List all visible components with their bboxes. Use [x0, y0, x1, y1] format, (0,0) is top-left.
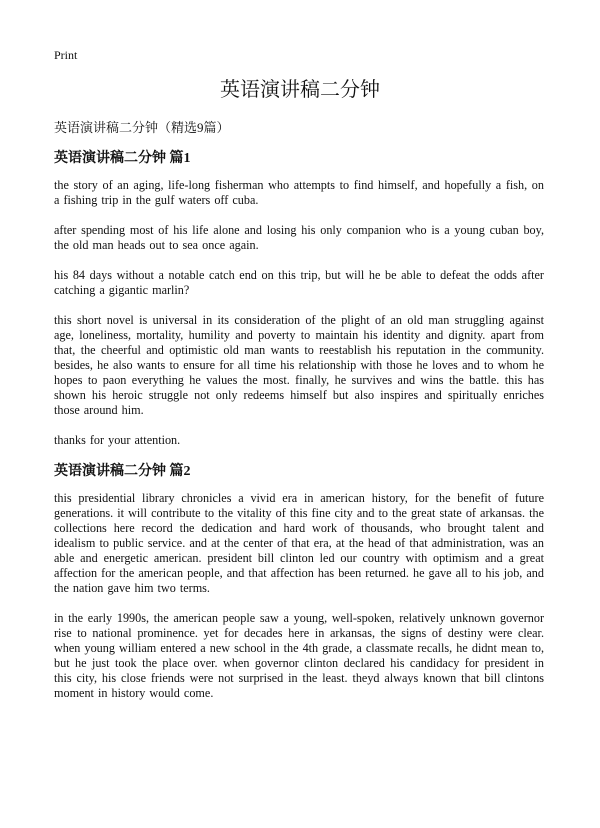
section-heading: 英语演讲稿二分钟 篇2 [54, 464, 191, 479]
section-heading: 英语演讲稿二分钟 篇1 [54, 151, 191, 166]
paragraph: this short novel is universal in its consideration of the plight of an old man struggling against age, loneliness, mortality, humility and poverty to maintain his identity and dignity. apart from that, the cheerful and optimistic old man wants to reestablish his reputation in the community. besides, he also wants to ensure for all time his relationship with those he loves and to whom he hopes to paon everything he values the most. finally, he survives and wins the battle. this has shown his heroic struggle not only redeems himself but also inspires and spiritually enriches those around him. [54, 313, 544, 417]
page-title: 英语演讲稿二分钟 [220, 79, 380, 101]
page-subtitle: 英语演讲稿二分钟（精选9篇） [54, 120, 230, 135]
paragraph: after spending most of his life alone and losing his only companion who is a young cuban boy, the old man heads out to sea once again. [54, 223, 544, 252]
section-2 [54, 463, 544, 701]
paragraph: this presidential library chronicles a vivid era in american history, for the benefit of future generations. it will contribute to the vitality of this fine city and to the great state of arkansas. the collections here record the dedication and hard work of thousands, who brought talent and idealism to public service. and at the center of that era, at the head of that administration, was an able and energetic american. president bill clinton led our country with optimism and a great affection for the american people, and that affection has been returned. he gave all to his job, and the nation gave him two terms. [54, 491, 544, 595]
document-content [54, 150, 544, 716]
section-1 [54, 150, 544, 448]
paragraph: thanks for your attention. [54, 433, 181, 447]
paragraph: his 84 days without a notable catch end on this trip, but will he be able to defeat the odds after catching a gigantic marlin? [54, 268, 544, 297]
paragraph: the story of an aging, life-long fisherman who attempts to find himself, and hopefully a fish, on a fishing trip in the gulf waters off cuba. [54, 178, 544, 207]
paragraph: in the early 1990s, the american people saw a young, well-spoken, relatively unknown governor rise to national prominence. yet for decades here in arkansas, the signs of destiny were clear. when young william entered a new school in the 4th grade, a classmate recalls, he didnt mean to, but he just took the place over. when governor clinton declared his candidacy for president in this city, his close friends were not surprised in the least. theyd always known that bill clintons moment in history would come. [54, 611, 544, 700]
print-label: Print [54, 48, 78, 62]
